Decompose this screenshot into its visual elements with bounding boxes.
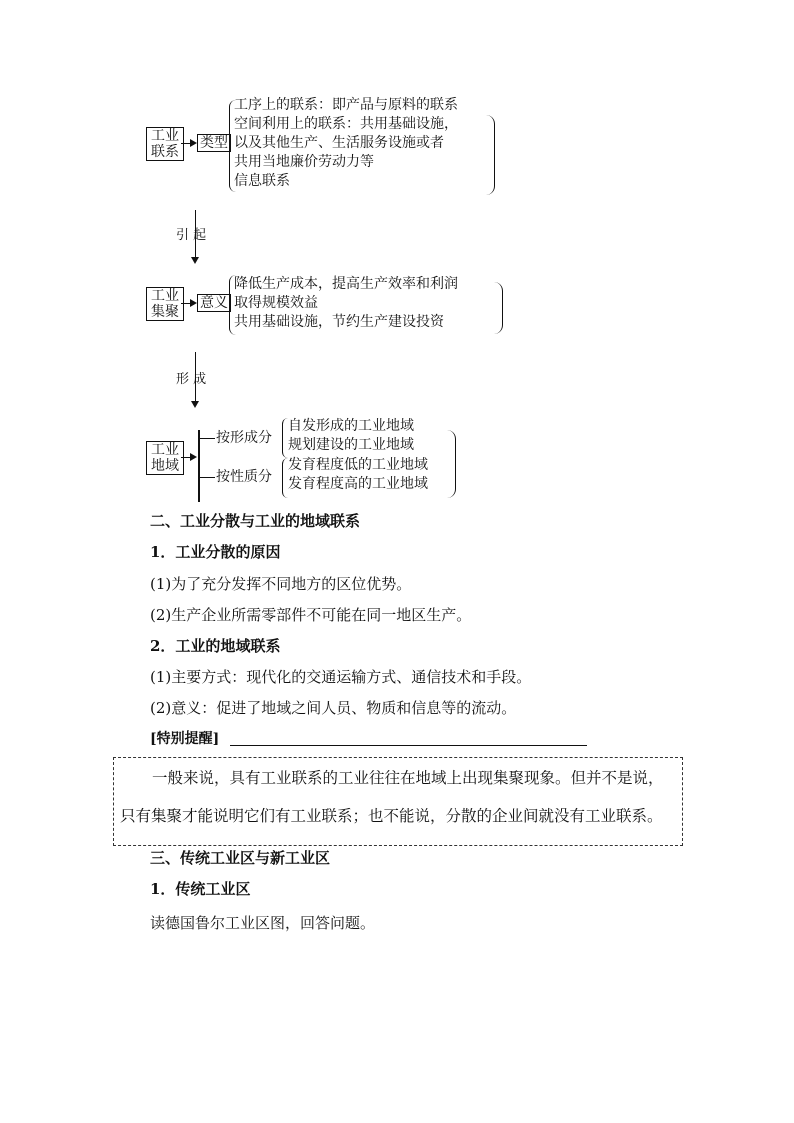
arrow-head bbox=[190, 299, 197, 307]
right-brace bbox=[494, 282, 503, 334]
arrow-head bbox=[190, 453, 197, 461]
types-list bbox=[234, 96, 458, 191]
right-brace bbox=[486, 115, 495, 195]
paragraph: 读德国鲁尔工业区图，回答问题。 bbox=[150, 914, 376, 932]
box-text: 工业 联系 bbox=[151, 128, 179, 160]
meaning-label: 意义 bbox=[200, 295, 228, 311]
formation-list bbox=[288, 417, 414, 455]
bracket-tick bbox=[199, 477, 215, 478]
section-heading: 二、工业分散与工业的地域联系 bbox=[150, 512, 361, 530]
down-arrow-head bbox=[191, 401, 199, 408]
tip-label: [特别提醒] bbox=[150, 731, 220, 747]
by-nature-label: 按性质分 bbox=[216, 469, 272, 485]
down-arrow-head bbox=[191, 257, 199, 264]
paragraph: (2)意义：促进了地域之间人员、物质和信息等的流动。 bbox=[150, 699, 517, 717]
type-item: 工序上的联系：即产品与原料的联系 bbox=[234, 97, 458, 113]
industrial-region-box bbox=[146, 441, 184, 475]
note-box bbox=[113, 757, 683, 846]
arrow-label: 形 成 bbox=[176, 372, 207, 387]
note-line: 一般来说，具有工业联系的工业往往在地域上出现集聚现象。但并不是说， bbox=[152, 769, 664, 787]
bracket-tick bbox=[199, 438, 215, 439]
meaning-item: 降低生产成本，提高生产效率和利润 bbox=[234, 276, 458, 292]
meaning-label-box bbox=[197, 294, 231, 312]
industrial-linkage-box bbox=[146, 127, 184, 161]
type-item: 空间利用上的联系：共用基础设施， bbox=[234, 116, 458, 132]
nature-item: 发育程度低的工业地域 bbox=[288, 457, 428, 473]
formation-item: 自发形成的工业地域 bbox=[288, 418, 414, 434]
paragraph: (2)生产企业所需零部件不可能在同一地区生产。 bbox=[150, 606, 472, 624]
right-brace bbox=[447, 430, 456, 498]
box-text: 工业 地域 bbox=[151, 442, 179, 474]
industrial-agglomeration-box bbox=[146, 287, 184, 321]
bracket-vertical bbox=[198, 430, 200, 502]
meaning-item: 共用基础设施，节约生产建设投资 bbox=[234, 314, 444, 330]
subheading: 2．工业的地域联系 bbox=[150, 637, 281, 655]
type-item: 以及其他生产、生活服务设施或者 bbox=[234, 135, 444, 151]
meaning-item: 取得规模效益 bbox=[234, 295, 318, 311]
by-formation-label: 按形成分 bbox=[216, 430, 272, 446]
subheading: 1．工业分散的原因 bbox=[150, 543, 281, 561]
nature-item: 发育程度高的工业地域 bbox=[288, 476, 428, 492]
type-item: 共用当地廉价劳动力等 bbox=[234, 154, 374, 170]
arrow-head bbox=[190, 139, 197, 147]
tip-rule bbox=[230, 745, 587, 746]
formation-item: 规划建设的工业地域 bbox=[288, 437, 414, 453]
box-text: 工业 集聚 bbox=[151, 288, 179, 320]
subheading: 1．传统工业区 bbox=[150, 880, 251, 898]
type-item: 信息联系 bbox=[234, 173, 290, 189]
type-label: 类型 bbox=[200, 135, 228, 151]
meaning-list bbox=[234, 275, 458, 332]
paragraph: (1)主要方式：现代化的交通运输方式、通信技术和手段。 bbox=[150, 668, 532, 686]
paragraph: (1)为了充分发挥不同地方的区位优势。 bbox=[150, 575, 412, 593]
arrow-label: 引 起 bbox=[176, 228, 207, 243]
type-label-box bbox=[197, 134, 231, 152]
section-heading: 三、传统工业区与新工业区 bbox=[150, 849, 331, 867]
nature-list bbox=[288, 456, 428, 494]
note-line: 只有集聚才能说明它们有工业联系；也不能说，分散的企业间就没有工业联系。 bbox=[120, 807, 663, 825]
